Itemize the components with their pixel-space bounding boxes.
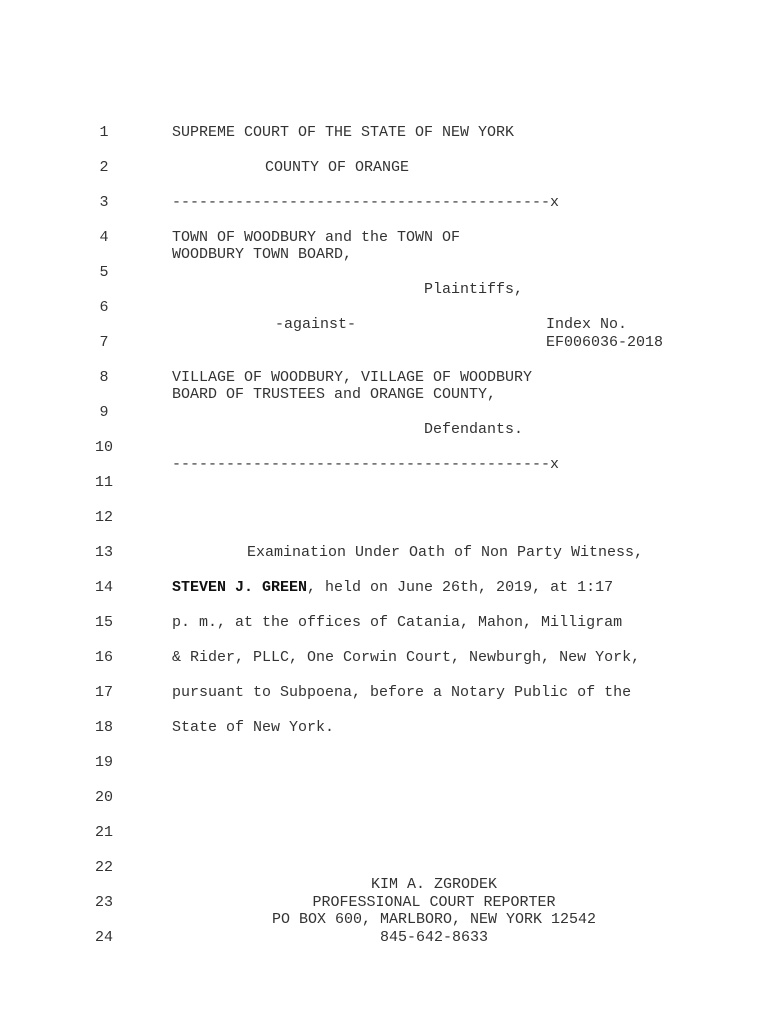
line-number: 12 <box>94 509 113 526</box>
reporter-phone: 845-642-8633 <box>379 929 489 946</box>
line-number: 9 <box>99 404 109 421</box>
court-name: SUPREME COURT OF THE STATE OF NEW YORK <box>172 124 515 141</box>
reporter-title: PROFESSIONAL COURT REPORTER <box>312 894 556 911</box>
line-number: 8 <box>99 369 109 386</box>
line-number: 14 <box>94 579 113 596</box>
line-number: 18 <box>94 719 113 736</box>
body-line-15: p. m., at the offices of Catania, Mahon, Milligram <box>172 614 623 631</box>
plaintiffs-label: Plaintiffs, <box>424 281 524 298</box>
line-number: 11 <box>94 474 113 491</box>
examination-line: Examination Under Oath of Non Party Witness, <box>247 544 644 561</box>
witness-line <box>172 579 613 596</box>
reporter-name: KIM A. ZGRODEK <box>370 876 498 893</box>
line-number: 16 <box>94 649 113 666</box>
index-number: EF006036-2018 <box>546 334 664 351</box>
line-number: 23 <box>94 894 113 911</box>
index-label: Index No. <box>546 316 628 333</box>
body-line-18: State of New York. <box>172 719 335 736</box>
body-line-17: pursuant to Subpoena, before a Notary Public of the <box>172 684 632 701</box>
line-number: 7 <box>99 334 109 351</box>
line-number: 2 <box>99 159 109 176</box>
caption-divider-bottom: ------------------------------------------x <box>172 456 560 473</box>
reporter-address: PO BOX 600, MARLBORO, NEW YORK 12542 <box>271 911 597 928</box>
line-number: 1 <box>99 124 109 141</box>
line-number: 13 <box>94 544 113 561</box>
against-label: -against- <box>275 316 357 333</box>
plaintiff-line-1: TOWN OF WOODBURY and the TOWN OF <box>172 229 461 246</box>
line-number: 4 <box>99 229 109 246</box>
body-line-16: & Rider, PLLC, One Corwin Court, Newburgh, New York, <box>172 649 641 666</box>
line-number: 24 <box>94 929 113 946</box>
defendant-line-2: BOARD OF TRUSTEES and ORANGE COUNTY, <box>172 386 497 403</box>
line-number: 20 <box>94 789 113 806</box>
line-number: 21 <box>94 824 113 841</box>
caption-divider-top: ------------------------------------------x <box>172 194 560 211</box>
line-number: 6 <box>99 299 109 316</box>
line-number: 22 <box>94 859 113 876</box>
county-name: COUNTY OF ORANGE <box>265 159 410 176</box>
witness-name: STEVEN J. GREEN <box>172 579 308 596</box>
line-number: 3 <box>99 194 109 211</box>
line-number: 5 <box>99 264 109 281</box>
line-number: 15 <box>94 614 113 631</box>
defendants-label: Defendants. <box>424 421 524 438</box>
line-number: 19 <box>94 754 113 771</box>
line-number: 17 <box>94 684 113 701</box>
defendant-line-1: VILLAGE OF WOODBURY, VILLAGE OF WOODBURY <box>172 369 533 386</box>
witness-line-rest: , held on June 26th, 2019, at 1:17 <box>307 579 614 596</box>
line-number: 10 <box>94 439 113 456</box>
plaintiff-line-2: WOODBURY TOWN BOARD, <box>172 246 353 263</box>
